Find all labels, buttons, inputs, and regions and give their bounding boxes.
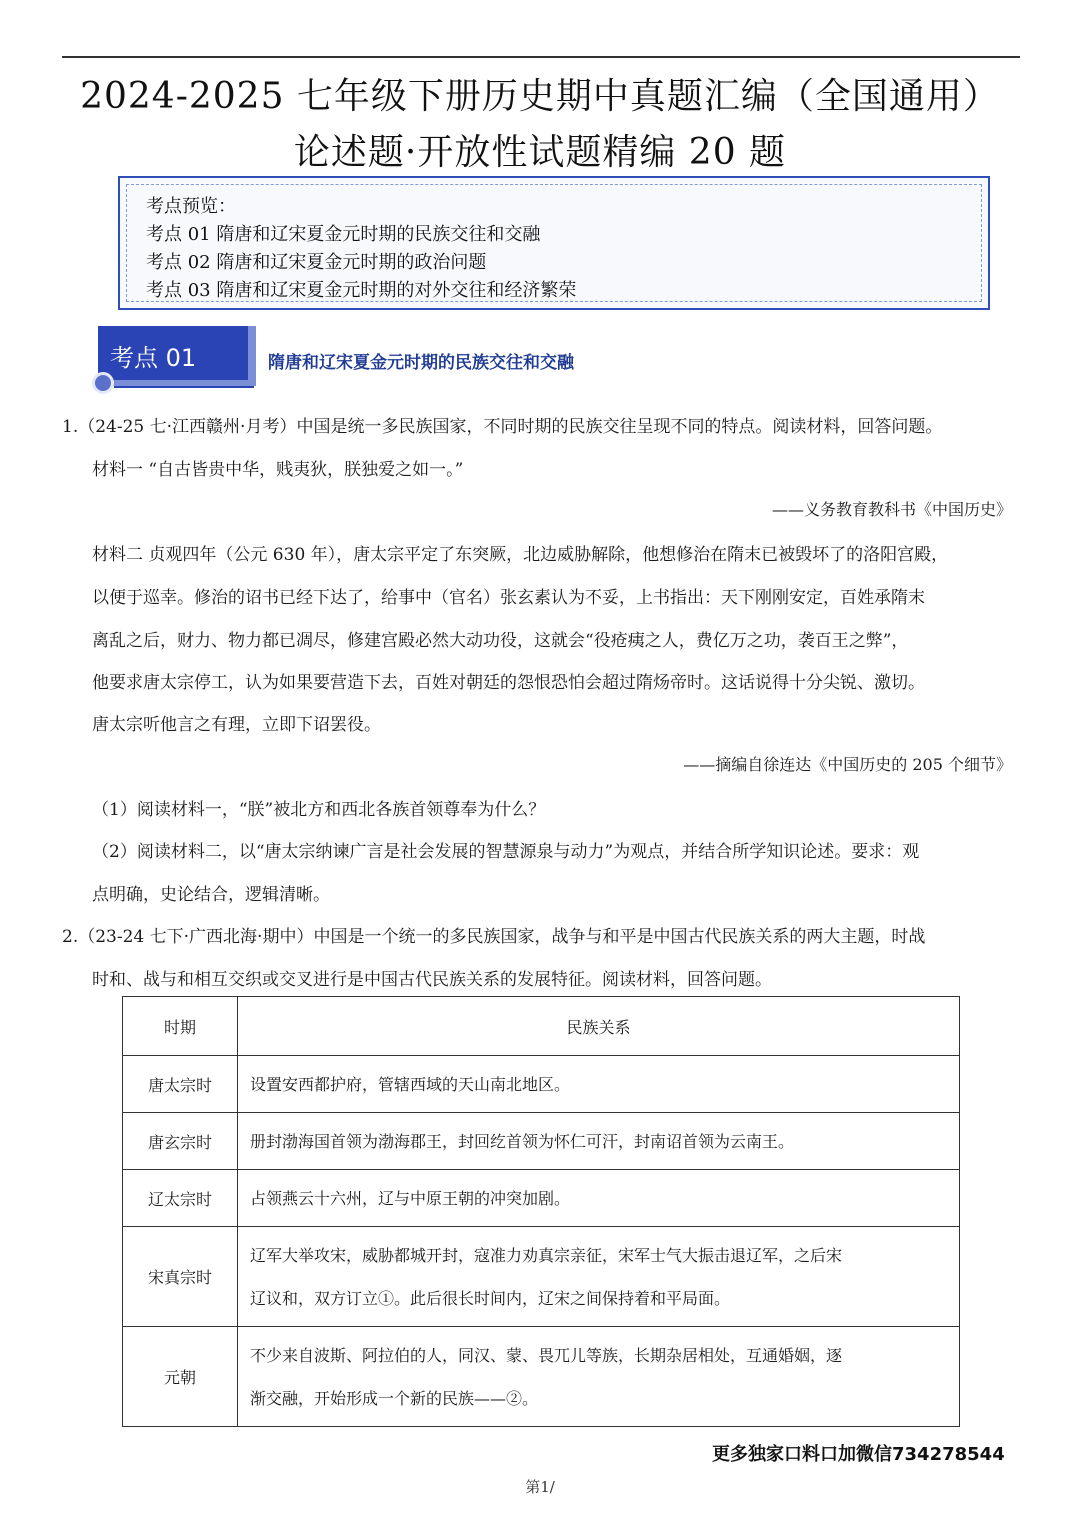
badge-dot-icon — [92, 372, 114, 394]
table-header-relations: 民族关系 — [238, 997, 960, 1056]
q1-material2-line: 材料二 贞观四年（公元 630 年），唐太宗平定了东突厥，北边威胁解除，他想修治在隋末已被毁坏了的洛阳宫殿， — [92, 545, 949, 565]
table-cell-line: 不少来自波斯、阿拉伯的人，同汉、蒙、畏兀儿等族，长期杂居相处，互通婚姻，逐 — [250, 1345, 843, 1365]
section-badge-label: 考点 01 — [110, 344, 197, 372]
section-title: 隋唐和辽宋夏金元时期的民族交往和交融 — [268, 353, 574, 373]
badge-underline — [114, 386, 254, 388]
q2-stem-cont: 时和、战与和相互交织或交叉进行是中国古代民族关系的发展特征。阅读材料，回答问题。 — [92, 970, 772, 990]
preview-box — [118, 176, 990, 310]
table-cell-relations: 占领燕云十六州，辽与中原王朝的冲突加剧。 — [238, 1170, 960, 1227]
section-badge — [98, 326, 256, 386]
q1-sub2: （2）阅读材料二，以“唐太宗纳谏广言是社会发展的智慧源泉与动力”为观点，并结合所学知识论述。要求：观 — [92, 842, 920, 862]
q1-material1-source: ——义务教育教科书《中国历史》 — [771, 500, 1012, 519]
preview-item: 考点 02 隋唐和辽宋夏金元时期的政治问题 — [146, 252, 487, 273]
q2-stem: 2.（23-24 七下·广西北海·期中）中国是一个统一的多民族国家，战争与和平是中国古代民族关系的两大主题，时战 — [62, 927, 926, 947]
table-cell-period: 元朝 — [123, 1327, 238, 1427]
footer-note: 更多独家口料口加微信734278544 — [712, 1444, 1005, 1465]
table-row — [123, 1113, 960, 1170]
doc-title: 2024-2025 七年级下册历史期中真题汇编（全国通用） — [80, 76, 1000, 117]
table-cell-relations — [238, 1327, 960, 1427]
q1-stem: 1.（24-25 七·江西赣州·月考）中国是统一多民族国家，不同时期的民族交往呈现不同的特点。阅读材料，回答问题。 — [62, 417, 943, 437]
q1-sub2-cont: 点明确，史论结合，逻辑清晰。 — [92, 885, 330, 905]
q1-material1: 材料一 “自古皆贵中华，贱夷狄，朕独爱之如一。” — [92, 460, 464, 480]
preview-item: 考点 01 隋唐和辽宋夏金元时期的民族交往和交融 — [146, 224, 541, 245]
preview-item: 考点 03 隋唐和辽宋夏金元时期的对外交往和经济繁荣 — [146, 280, 577, 301]
q1-material2-line: 他要求唐太宗停工，认为如果要营造下去，百姓对朝廷的怨恨恐怕会超过隋炀帝时。这话说得十分尖锐、激切。 — [92, 673, 925, 693]
table-header-period: 时期 — [123, 997, 238, 1056]
table-cell-period: 宋真宗时 — [123, 1227, 238, 1327]
table-cell-relations: 设置安西都护府，管辖西域的天山南北地区。 — [238, 1056, 960, 1113]
table-row — [123, 1170, 960, 1227]
q1-material2-line: 以便于巡幸。修治的诏书已经下达了，给事中（官名）张玄素认为不妥，上书指出：天下刚刚安定，百姓承隋末 — [92, 588, 925, 608]
ethnic-relations-table — [122, 996, 960, 1427]
q1-material2-line: 唐太宗听他言之有理，立即下诏罢役。 — [92, 715, 381, 735]
q1-material2-source: ——摘编自徐连达《中国历史的 205 个细节》 — [683, 755, 1012, 774]
top-rule — [62, 56, 1020, 58]
q1-sub1: （1）阅读材料一，“朕”被北方和西北各族首领尊奉为什么？ — [92, 800, 546, 820]
table-cell-line: 渐交融，开始形成一个新的民族——②。 — [250, 1388, 539, 1408]
q1-material2-line: 离乱之后，财力、物力都已凋尽，修建宫殿必然大动功役，这就会“役疮痍之人，费亿万之功，袭百王之弊”， — [92, 631, 909, 651]
table-cell-line: 辽军大举攻宋，威胁都城开封，寇准力劝真宗亲征，宋军士气大振击退辽军，之后宋 — [250, 1245, 843, 1265]
table-cell-period: 辽太宗时 — [123, 1170, 238, 1227]
doc-subtitle: 论述题·开放性试题精编 20 题 — [293, 132, 787, 173]
table-cell-period: 唐玄宗时 — [123, 1113, 238, 1170]
table-cell-line: 辽议和，双方订立①。此后很长时间内，辽宋之间保持着和平局面。 — [250, 1288, 731, 1308]
page-number: 第1/ — [525, 1478, 555, 1496]
table-row — [123, 1327, 960, 1427]
table-row — [123, 1056, 960, 1113]
table-cell-period: 唐太宗时 — [123, 1056, 238, 1113]
table-row — [123, 1227, 960, 1327]
table-header-row — [123, 997, 960, 1056]
preview-heading: 考点预览： — [146, 196, 236, 217]
table-cell-relations — [238, 1227, 960, 1327]
table-cell-relations: 册封渤海国首领为渤海郡王，封回纥首领为怀仁可汗，封南诏首领为云南王。 — [238, 1113, 960, 1170]
